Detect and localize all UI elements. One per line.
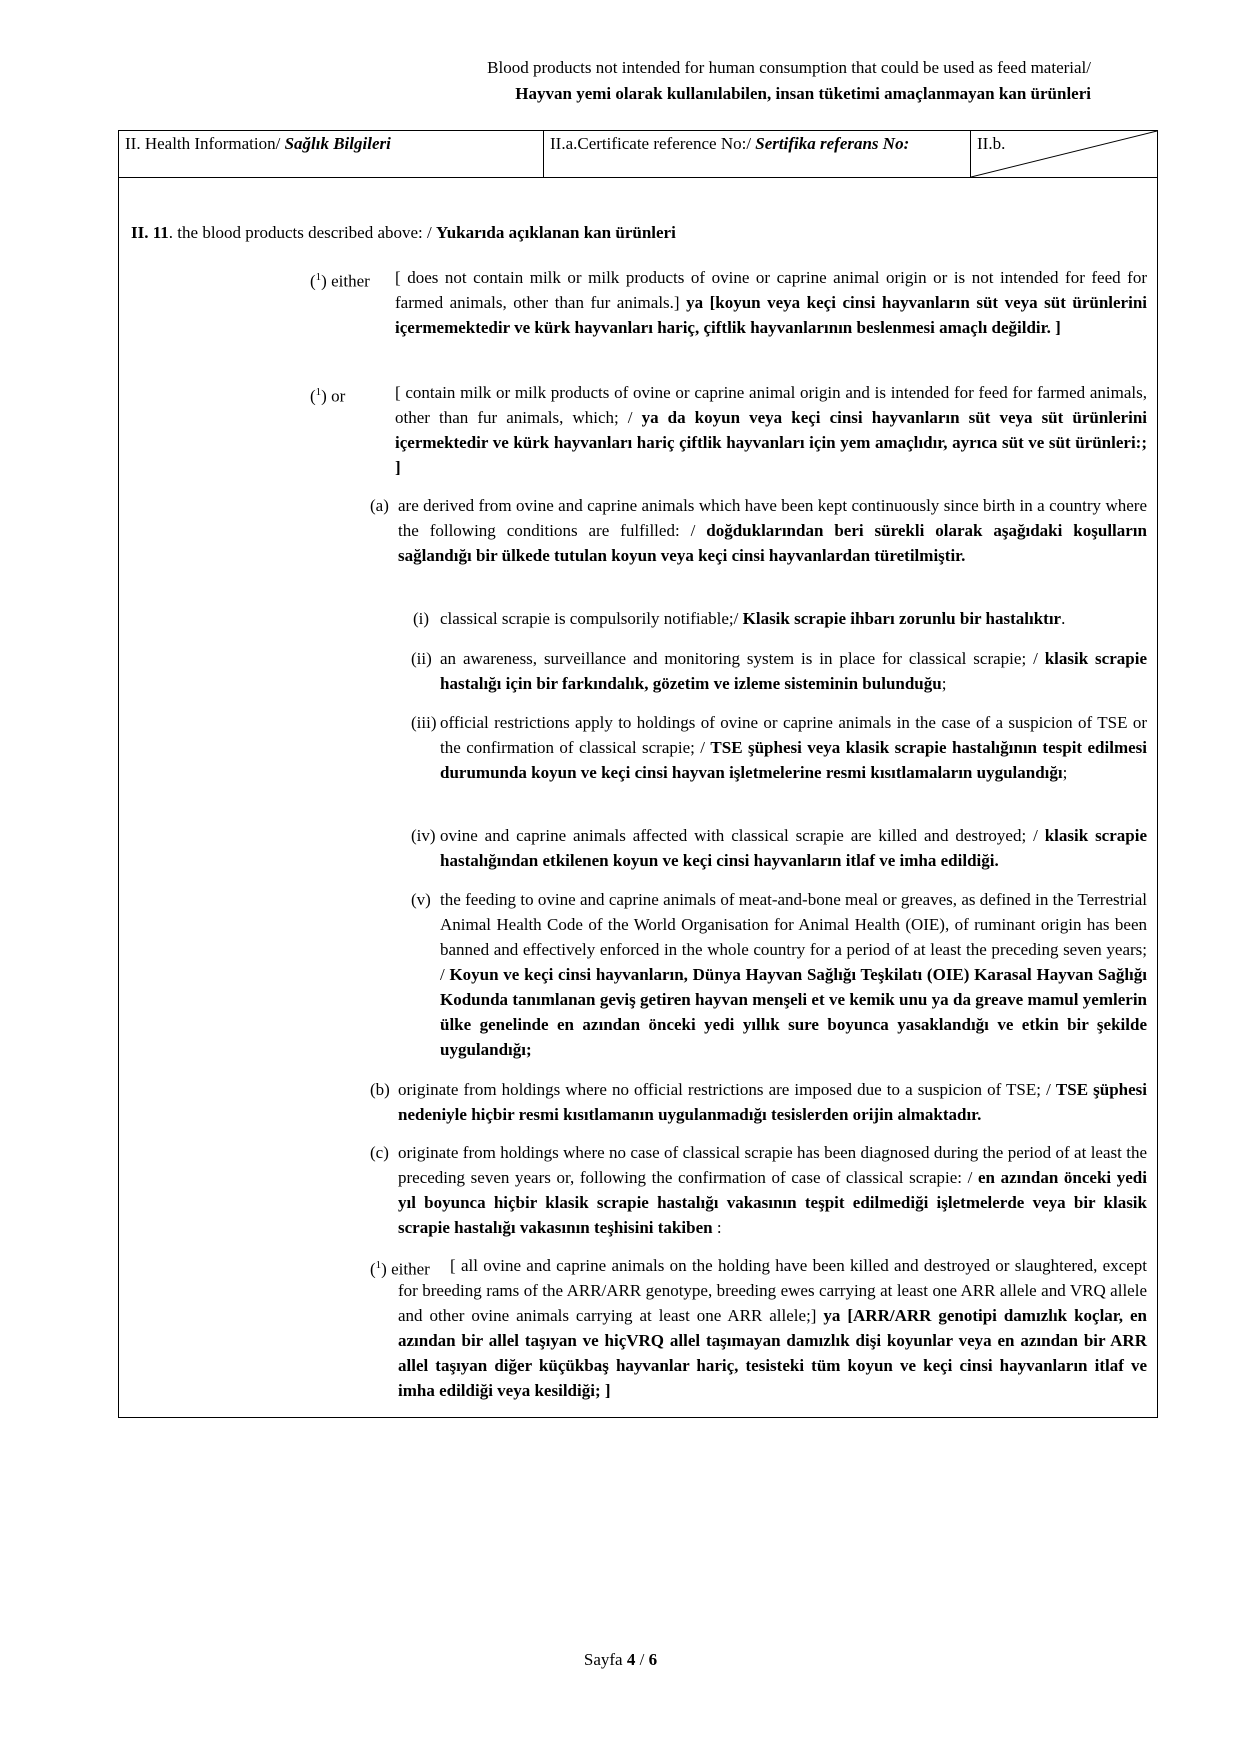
sub-item-iii-tail: ; — [1062, 763, 1068, 782]
section-number: II. 11 — [131, 223, 169, 242]
item-a-label: (a) — [370, 496, 389, 515]
sub-item-i-text — [440, 606, 1147, 631]
item-c-en: originate from holdings where no case of classical scrapie has been diagnosed during the period of at least the preceding seven years or, following the confirmation of case of classical scrapie: / — [398, 1143, 1147, 1187]
page-total: 6 — [648, 1650, 658, 1669]
item-c-tail: : — [712, 1218, 722, 1237]
section-intro-en: . the blood products described above: / — [168, 223, 437, 242]
item-a-tr: doğduklarından beri sürekli olarak aşağıdaki koşulların sağlandığı bir ülkede tutulan koyun veya keçi cinsi hayvanlardan türetilmiştir. — [398, 521, 1147, 565]
iib-label: II.b. — [977, 134, 1006, 153]
option1-en: [ does not contain milk or milk products of ovine or caprine animal origin or is not intended for feed for farmed animals, other than fur animals.] — [395, 268, 1147, 312]
table-header-row — [119, 131, 1157, 178]
sub-item-iv-text — [440, 823, 1147, 873]
option1-tr: ya [koyun veya keçi cinsi hayvanların süt veya süt ürünlerini içermemektedir ve kürk hayvanları hariç, çiftlik hayvanlarının beslenmesi amaçlı değildir. ] — [395, 293, 1148, 337]
section-intro — [131, 220, 1151, 245]
item-c-either-tr: ya [ARR/ARR genotipi damızlık koçlar, en azından bir allel taşıyan ve hiçVRQ allel taşımayan damızlık dişi koyunlar veya en azından bir ARR allel taşıyan diğer küçükbaş hayvanlar hariç, tesisteki tüm koyun ve keçi cinsi hayvanların itlaf ve imha edildiği veya kesildiği; ] — [398, 1306, 1147, 1400]
header-line-turkish: Hayvan yemi olarak kullanılabilen, insan tüketimi amaçlanmayan kan ürünleri — [515, 84, 1091, 103]
page-separator: / — [635, 1650, 649, 1669]
cert-ref-en: II.a.Certificate reference No:/ — [550, 134, 756, 153]
sub-item-iii-text — [440, 710, 1147, 785]
option2-label: ($^1$) or — [310, 386, 346, 406]
item-c-either-label: ($^1$) either — [370, 1259, 430, 1279]
sub-item-iii-tr: TSE şüphesi veya klasik scrapie hastalığının tespit edilmesi durumunda koyun ve keçi cinsi hayvan işletmelerine resmi kısıtlamaların uygulandığı — [440, 738, 1147, 782]
page-prefix: Sayfa — [583, 1650, 627, 1669]
sub-item-v-label: (v) — [411, 890, 431, 909]
page-current: 4 — [626, 1650, 636, 1669]
item-b-text — [398, 1077, 1147, 1127]
sub-item-ii-label: (ii) — [411, 649, 432, 668]
sub-item-ii-text — [440, 646, 1147, 696]
item-c-text — [398, 1140, 1147, 1240]
item-b-label: (b) — [370, 1080, 390, 1099]
sub-item-ii-tr: klasik scrapie hastalığı için bir farkındalık, gözetim ve izleme sisteminin bulunduğu — [440, 649, 1147, 693]
option1-text — [395, 265, 1147, 340]
health-info-tr: Sağlık Bilgileri — [284, 134, 391, 153]
health-info-en: II. Health Information/ — [125, 134, 285, 153]
iib-cell — [971, 131, 1157, 177]
sub-item-iv-tr: klasik scrapie hastalığından etkilenen koyun ve keçi cinsi hayvanların itlaf ve imha edildiği. — [440, 826, 1147, 870]
health-info-cell — [119, 131, 544, 177]
header-line-english: Blood products not intended for human consumption that could be used as feed material/ — [487, 58, 1091, 77]
item-c-either-text — [398, 1253, 1147, 1403]
item-b-en: originate from holdings where no official restrictions are imposed due to a suspicion of TSE; / — [398, 1080, 1056, 1099]
sub-item-ii-en: an awareness, surveillance and monitoring system is in place for classical scrapie; / — [440, 649, 1045, 668]
item-a-en: are derived from ovine and caprine animals which have been kept continuously since birth in a country where the following conditions are fulfilled: / — [398, 496, 1147, 540]
sub-item-v-tr: Koyun ve keçi cinsi hayvanların, Dünya Hayvan Sağlığı Teşkilatı (OIE) Karasal Hayvan Sağlığı Kodunda tanımlanan geviş getiren hayvan menşeli et ve kemik unu ya da greave mamul yemlerin ülke genelinde en azından önceki yedi yıllık sure boyunca yasaklandığı ve etkin bir şekilde uygulandığı; — [440, 965, 1147, 1059]
item-a-text — [398, 493, 1147, 568]
sub-item-ii-tail: ; — [941, 674, 947, 693]
item-c-label: (c) — [370, 1143, 389, 1162]
option1-label: ($^1$) either — [310, 271, 370, 291]
page-number — [0, 1648, 1241, 1672]
cert-ref-cell — [544, 131, 971, 177]
section-intro-tr: Yukarıda açıklanan kan ürünleri — [436, 223, 676, 242]
sub-item-v-en: the feeding to ovine and caprine animals of meat-and-bone meal or greaves, as defined in the Terrestrial Animal Health Code of the World Organisation for Animal Health (OIE), of ruminant origin has been banned and effectively enforced in the whole country for a period of at least the preceding seven years; / — [440, 890, 1147, 984]
sub-item-iv-label: (iv) — [411, 826, 436, 845]
sub-item-i-en: classical scrapie is compulsorily notifiable;/ — [440, 609, 743, 628]
option2-en: [ contain milk or milk products of ovine or caprine animal origin and is intended for feed for farmed animals, other than fur animals, which; / — [395, 383, 1147, 427]
item-c-either-en: [ all ovine and caprine animals on the holding have been killed and destroyed or slaughtered, except for breeding rams of the ARR/ARR genotype, breeding ewes carrying at least one ARR allele and VRQ allele and other ovine animals carrying at least one ARR allele;] — [398, 1256, 1147, 1325]
cert-ref-tr: Sertifika referans No: — [755, 134, 910, 153]
item-c-tr: en azından önceki yedi yıl boyunca hiçbir klasik scrapie hastalığı vakasının teşpit edilmediği işletmelerde veya bir klasik scrapie hastalığı vakasının teşhisini takiben — [398, 1168, 1147, 1237]
sub-item-v-text — [440, 887, 1147, 1062]
option2-tr: ya da koyun veya keçi cinsi hayvanların süt veya süt ürünlerini içermektedir ve kürk hayvanları hariç çiftlik hayvanları için yem amaçlıdır, ayrıca süt ve süt ürünleri:; ] — [395, 408, 1147, 477]
option2-text — [395, 380, 1147, 480]
sub-item-iii-label: (iii) — [411, 713, 437, 732]
item-b-tr: TSE şüphesi nedeniyle hiçbir resmi kısıtlamanın uygulanmadığı tesislerden orijin almaktadır. — [398, 1080, 1148, 1124]
sub-item-i-label: (i) — [413, 609, 430, 628]
sub-item-iii-en: official restrictions apply to holdings of ovine or caprine animals in the case of a suspicion of TSE or the confirmation of classical scrapie; / — [440, 713, 1147, 757]
sub-item-iv-en: ovine and caprine animals affected with classical scrapie are killed and destroyed; / — [440, 826, 1045, 845]
sub-item-i-tail: . — [1061, 609, 1066, 628]
sub-item-i-tr: Klasik scrapie ihbarı zorunlu bir hastalıktır — [742, 609, 1062, 628]
